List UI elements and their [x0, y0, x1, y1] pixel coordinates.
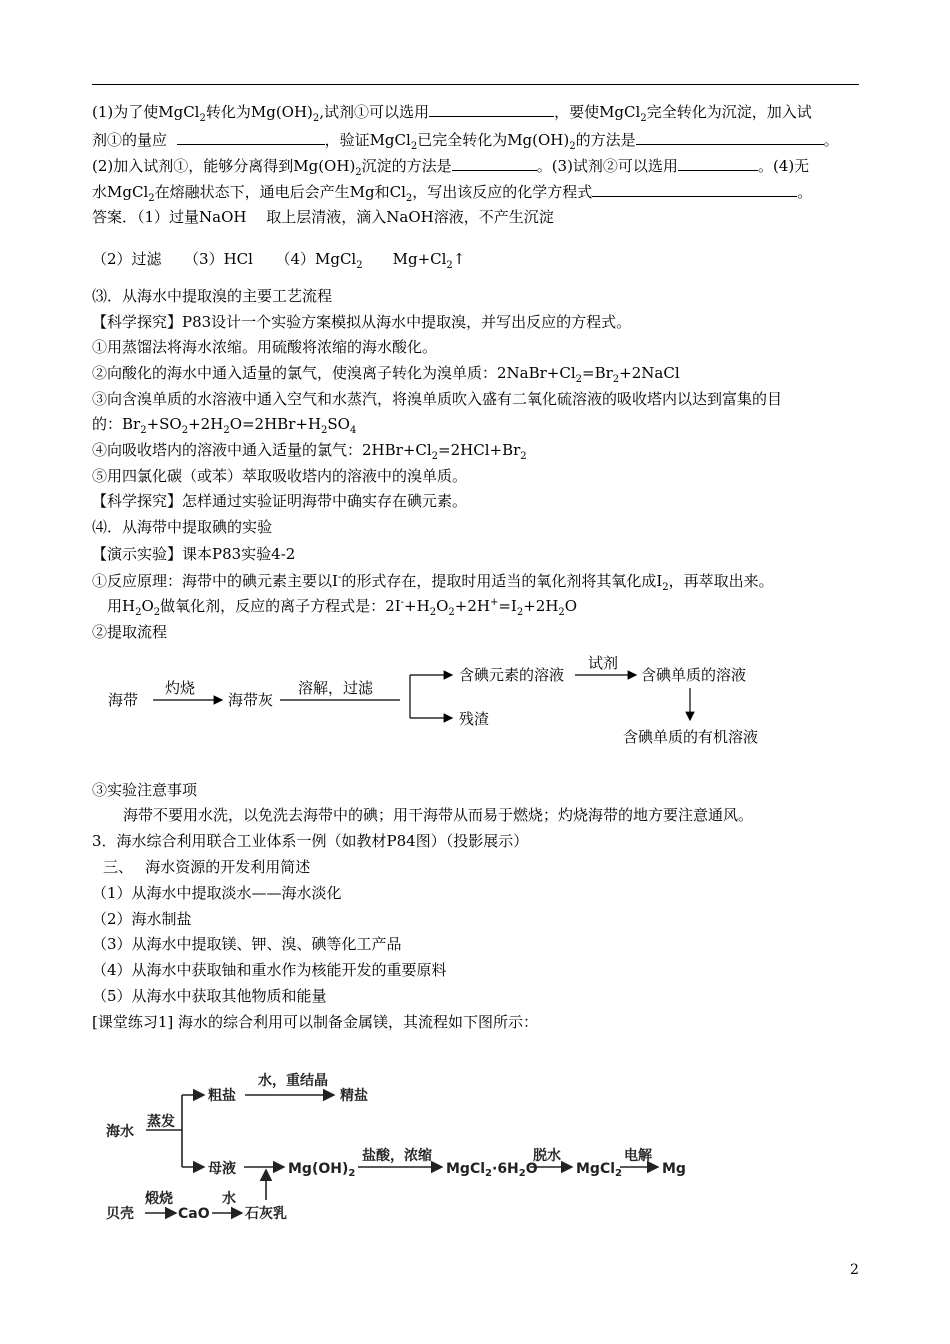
- section3-subtitle: 三、 海水资源的开发利用简述: [103, 858, 311, 876]
- list-item: （3）从海水中提取镁、钾、溴、碘等化工产品: [92, 935, 402, 953]
- iodine-flow-diagram: [0, 640, 950, 760]
- label-rongjie: 溶解，过滤: [298, 679, 374, 697]
- bromine-heading: ⑶．从海水中提取溴的主要工艺流程: [92, 287, 333, 305]
- label-zhuoshao: 灼烧: [165, 679, 196, 697]
- label-duanshao: 煅烧: [145, 1191, 173, 1207]
- label-zhengfa: 蒸发: [147, 1114, 175, 1130]
- question-line-2: 剂①的量应 ，验证MgCl$_2$已完全转化为$Mg(OH)_2$的方法是 。: [92, 131, 839, 152]
- label-shui: 水: [222, 1191, 236, 1207]
- page-number: 2: [850, 1262, 859, 1278]
- bromine-step-3-equation: 的：$Br_2+SO_2+2H_2O=2HBr+H_2SO_4$: [92, 415, 357, 436]
- label-tuoshui: 脱水: [533, 1148, 561, 1164]
- list-item: （5）从海水中获取其他物质和能量: [92, 987, 327, 1005]
- top-rule: [92, 84, 859, 85]
- node-mgcl2-6h2o: $MgCl_2\cdot 6H_2O$: [446, 1161, 538, 1179]
- node-mgoh2: $Mg(OH)_2$: [288, 1161, 356, 1179]
- node-hddzyj: 含碘单质的有机溶液: [623, 728, 759, 746]
- answer-blank[interactable]: [452, 155, 537, 171]
- label-shiji: 试剂: [588, 654, 619, 672]
- answer-blank[interactable]: [636, 129, 824, 145]
- node-haidaihui: 海带灰: [228, 691, 274, 709]
- node-mgcl2: MgCl$_2$: [576, 1161, 622, 1179]
- practice-1: [课堂练习1] 海水的综合利用可以制备金属镁，其流程如下图所示：: [92, 1013, 539, 1031]
- node-beike: 贝壳: [106, 1206, 134, 1222]
- node-hdysrr: 含碘元素的溶液: [459, 666, 565, 684]
- node-jingyan: 精盐: [340, 1088, 368, 1104]
- node-hddzrr: 含碘单质的溶液: [641, 666, 747, 684]
- node-cao: CaO: [178, 1206, 210, 1222]
- bromine-step-3: ③向含溴单质的水溶液中通入空气和水蒸汽，将溴单质吹入盛有二氧化硫溶液的吸收塔内以达到富集的目: [92, 390, 783, 408]
- iodine-demo: 【演示实验】课本P83实验4-2: [92, 545, 296, 563]
- bromine-step-2: ②向酸化的海水中通入适量的氯气，使溴离子转化为溴单质：$2NaBr+Cl_2=Br_2+2NaCl$: [92, 364, 680, 385]
- list-item: （1）从海水中提取淡水——海水淡化: [92, 884, 342, 902]
- iodine-heading: ⑷．从海带中提取碘的实验: [92, 518, 273, 536]
- label-shui-chongjiejing: 水，重结晶: [258, 1073, 328, 1089]
- magnesium-flow-diagram: [0, 1058, 950, 1228]
- label-yansuan: 盐酸，浓缩: [362, 1148, 432, 1164]
- question-line-3: (2)加入试剂①，能够分离得到$Mg(OH)_2$沉淀的方法是 。(3)试剂②可以选用 。(4)无: [92, 157, 810, 178]
- list-item: （2）海水制盐: [92, 910, 192, 928]
- iodine-equation: 用$H_2O_2$做氧化剂，反应的离子方程式是：$2I^-+H_2O_2+2H^+=I_2+2H_2O$: [107, 597, 578, 618]
- label-dianjie: 电解: [624, 1148, 652, 1164]
- bromine-step-4: ④向吸收塔内的溶液中通入适量的氯气：$2HBr+Cl_2=2HCl+Br_2$: [92, 441, 527, 462]
- node-shihuiru: 石灰乳: [245, 1206, 287, 1222]
- answer-blank[interactable]: [429, 101, 554, 117]
- answer-line-1: 答案．（1）过量NaOH 取上层清液，滴入NaOH溶液，不产生沉淀: [92, 208, 554, 226]
- node-haidai: 海带: [108, 691, 139, 709]
- iodine-explore: 【科学探究】怎样通过实验证明海带中确实存在碘元素。: [92, 492, 468, 510]
- node-muye: 母液: [208, 1161, 236, 1177]
- node-mg: Mg: [662, 1161, 686, 1177]
- list-item: （4）从海水中获取铀和重水作为核能开发的重要原料: [92, 961, 447, 979]
- node-haishui: 海水: [106, 1124, 134, 1140]
- bromine-explore: 【科学探究】P83设计一个实验方案模拟从海水中提取溴，并写出反应的方程式。: [92, 313, 632, 331]
- bromine-step-1: ①用蒸馏法将海水浓缩。用硫酸将浓缩的海水酸化。: [92, 338, 438, 356]
- answer-blank[interactable]: [678, 155, 758, 171]
- node-canzha: 残渣: [459, 710, 490, 728]
- question-line-4: 水MgCl$_2$在熔融状态下，通电后会产生Mg和$Cl_2$，写出该反应的化学方程式 。: [92, 183, 813, 204]
- answer-blank[interactable]: [177, 129, 325, 145]
- section3-title: 3．海水综合利用联合工业体系一例（如教材P84图）（投影展示）: [92, 832, 529, 850]
- question-line-1: (1)为了使MgCl$_2$转化为$Mg(OH)_2$,试剂①可以选用 ，要使MgCl$_2$完全转化为沉淀，加入试: [92, 103, 812, 124]
- answer-blank[interactable]: [592, 181, 797, 197]
- iodine-principle: ①反应原理：海带中的碘元素主要以I-的形式存在，提取时用适当的氧化剂将其氧化成$I_2$，再萃取出来。: [92, 572, 774, 593]
- notes-text: 海带不要用水洗，以免洗去海带中的碘；用干海带从而易于燃烧；灼烧海带的地方要注意通风。: [123, 806, 754, 824]
- node-cuyan: 粗盐: [208, 1088, 236, 1104]
- answer-line-2: （2）过滤 （3）HCl （4）MgCl$_2$ $Mg+Cl_2↑$: [92, 250, 466, 271]
- notes-title: ③实验注意事项: [92, 781, 198, 799]
- flow-title: ②提取流程: [92, 623, 168, 641]
- bromine-step-5: ⑤用四氯化碳（或苯）萃取吸收塔内的溶液中的溴单质。: [92, 467, 468, 485]
